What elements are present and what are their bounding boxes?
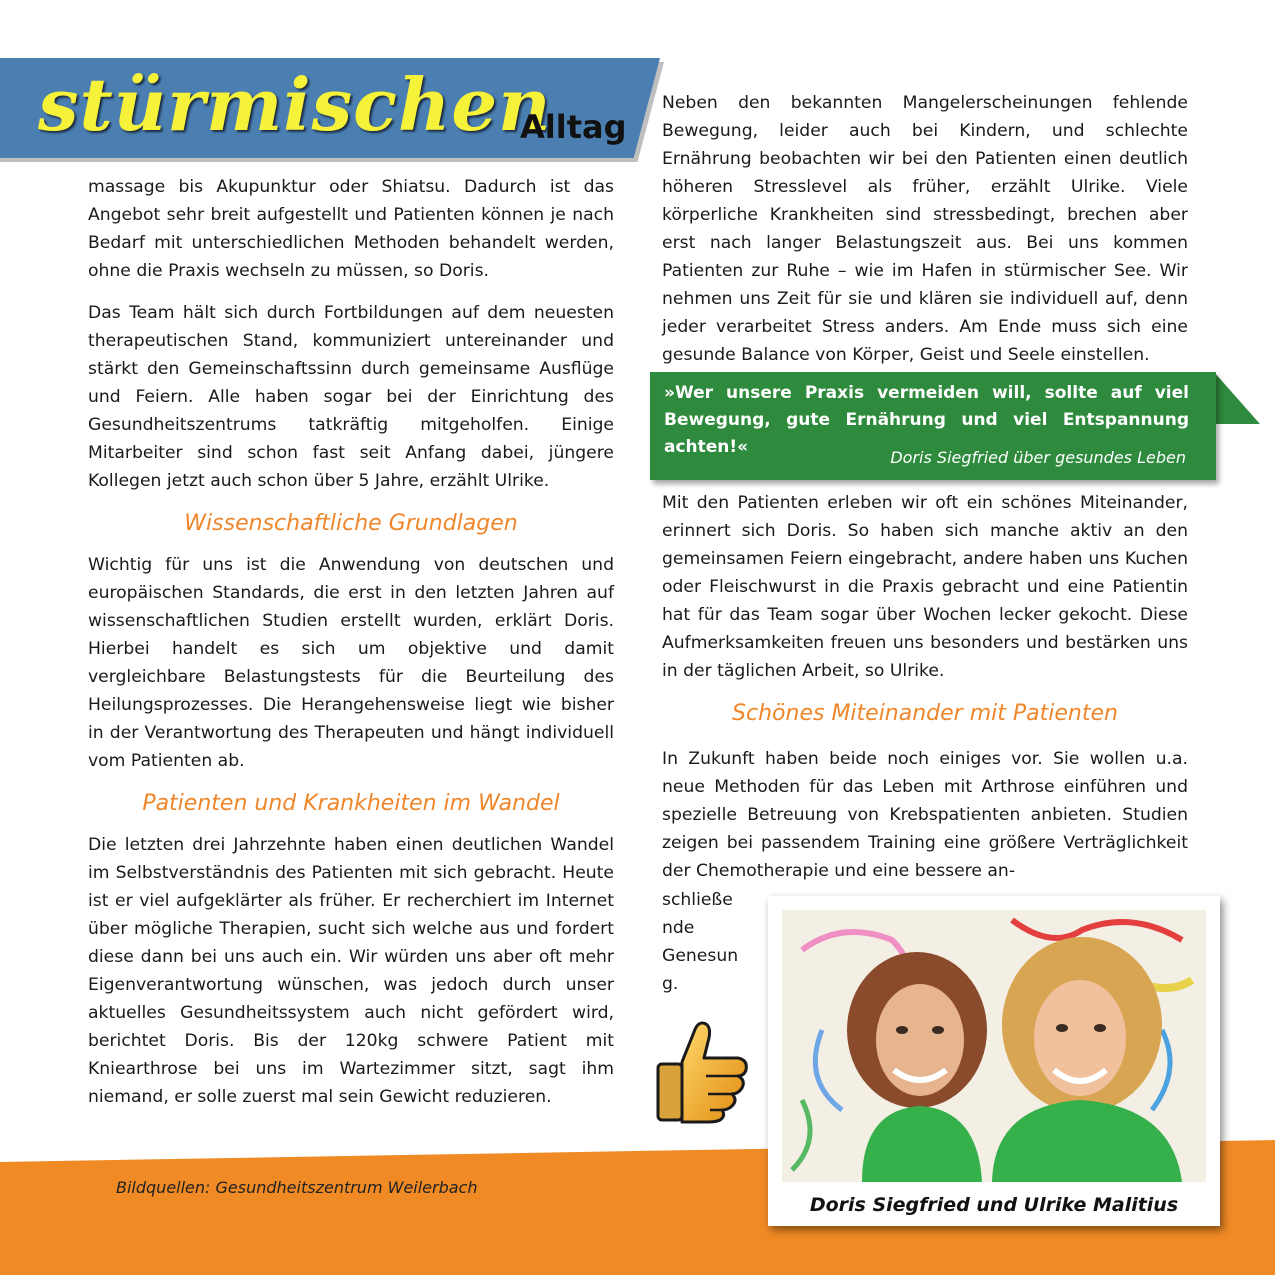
title-sub: Alltag [520,108,627,146]
photo-caption: Doris Siegfried und Ulrike Malitius [809,1194,1179,1216]
image-credits: Bildquellen: Gesundheitszentrum Weilerbach [116,1178,478,1197]
right-column-bottom [662,745,1188,899]
right-paragraph-1: Neben den bekannten Mangelerscheinungen fehlende Bewegung, leider auch bei Kindern, und schlechte Ernährung beobachten wir bei den Patienten einen deutlich höheren Stresslevel als früher, erzählt Ulrike. Viele körperliche Krankheiten sind stressbedingt, brechen aber erst nach langer Belastungszeit aus. Bei uns kommen Patienten zur Ruhe – wie im Hafen in stürmischer See. Wir nehmen uns Zeit für sie und klären sie individuell auf, denn jeder verarbeitet Stress anders. Am Ende muss sich eine gesunde Balance von Körper, Geist und Seele einstellen. [662,93,1188,365]
right-column-top [662,89,1188,383]
photo-illustration [782,910,1206,1182]
heading-schoenes-miteinander: Schönes Miteinander mit Patienten [732,701,1118,726]
right-column-middle [662,489,1188,741]
photo-frame [768,896,1220,1226]
thumbs-up-icon [652,1014,752,1124]
left-paragraph-3: Wichtig für uns ist die Anwendung von deutschen und europäischen Standards, die erst in den letzten Jahren auf wissenschaftlichen Studien erstellt wurden, erklärt Doris. Hierbei handelt es sich um objektive und damit vergleichbare Belastungstests für die Beurteilung des Heilungsprozesses. Die Herangehensweise liegt wie bisher in der Verantwortung des Therapeuten und hängt individuell vom Patienten ab. [88,555,614,771]
right-paragraph-3: In Zukunft haben beide noch einiges vor. Sie wollen u.a. neue Methoden für das Leben mit Arthrose einführen und spezielle Betreuung von Krebspatienten anbieten. Studien zeigen bei passendem Training eine größere Verträglichkeit der Chemotherapie und eine bessere an- [662,749,1188,881]
title-main: stürmischen [38,62,552,147]
left-paragraph-1: massage bis Akupunktur oder Shiatsu. Dadurch ist das Angebot sehr breit aufgestellt und Patienten können je nach Bedarf mit unterschiedlichen Methoden behandelt werden, ohne die Praxis wechseln zu müssen, so Doris. [88,177,614,281]
photo-doris-and-ulrike [782,910,1206,1182]
quote-box [650,372,1216,480]
right-paragraph-3-tail: schließende Genesung. [662,890,739,994]
left-column [88,173,614,1125]
quote-box-tail [1214,372,1260,424]
left-paragraph-2: Das Team hält sich durch Fortbildungen auf dem neuesten therapeutischen Stand, kommuniziert untereinander und stärkt den Gemeinschaftssinn durch gemeinsame Ausflüge und Feiern. Alle haben sogar bei der Einrichtung des Gesundheitszentrums tatkräftig mitgeholfen. Einige Mitarbeiter sind schon fast seit Anfang dabei, jüngere Kollegen jetzt auch schon über 5 Jahre, erzählt Ulrike. [88,303,614,491]
left-paragraph-4: Die letzten drei Jahrzehnte haben einen deutlichen Wandel im Selbstverständnis des Patienten mit sich gebracht. Heute ist er viel aufgeklärter als früher. Er recherchiert im Internet über mögliche Therapien, sucht sich welche aus und fordert diese dann bei uns auch ein. Wir würden uns aber oft mehr Eigenverantwortung wünschen, was jedoch durch unser aktuelles Gesundheitssystem auch nicht gefördert wird, berichtet Doris. Bis der 120kg schwere Patient mit Kniearthrose bei uns im Wartezimmer sitzt, sagt ihm niemand, er solle zuerst mal sein Gewicht reduzieren. [88,835,614,1107]
heading-patienten-und-krankheiten: Patienten und Krankheiten im Wandel [142,791,560,816]
right-paragraph-2: Mit den Patienten erleben wir oft ein schönes Miteinander, erinnert sich Doris. So haben sich manche aktiv an den gemeinsamen Feiern eingebracht, andere haben uns Kuchen oder Fleischwurst in die Praxis gebracht und eine Patientin hat für das Team sogar über Wochen lecker gekocht. Diese Aufmerksamkeiten freuen uns besonders und bestärken uns in der täglichen Arbeit, so Ulrike. [662,493,1188,681]
heading-wissenschaftliche-grundlagen: Wissenschaftliche Grundlagen [184,511,518,536]
quote-text: »Wer unsere Praxis vermeiden will, sollte auf viel Bewegung, gute Ernährung und viel Entspannung achten!« [664,383,1189,457]
quote-author: Doris Siegfried über gesundes Leben [890,448,1186,467]
